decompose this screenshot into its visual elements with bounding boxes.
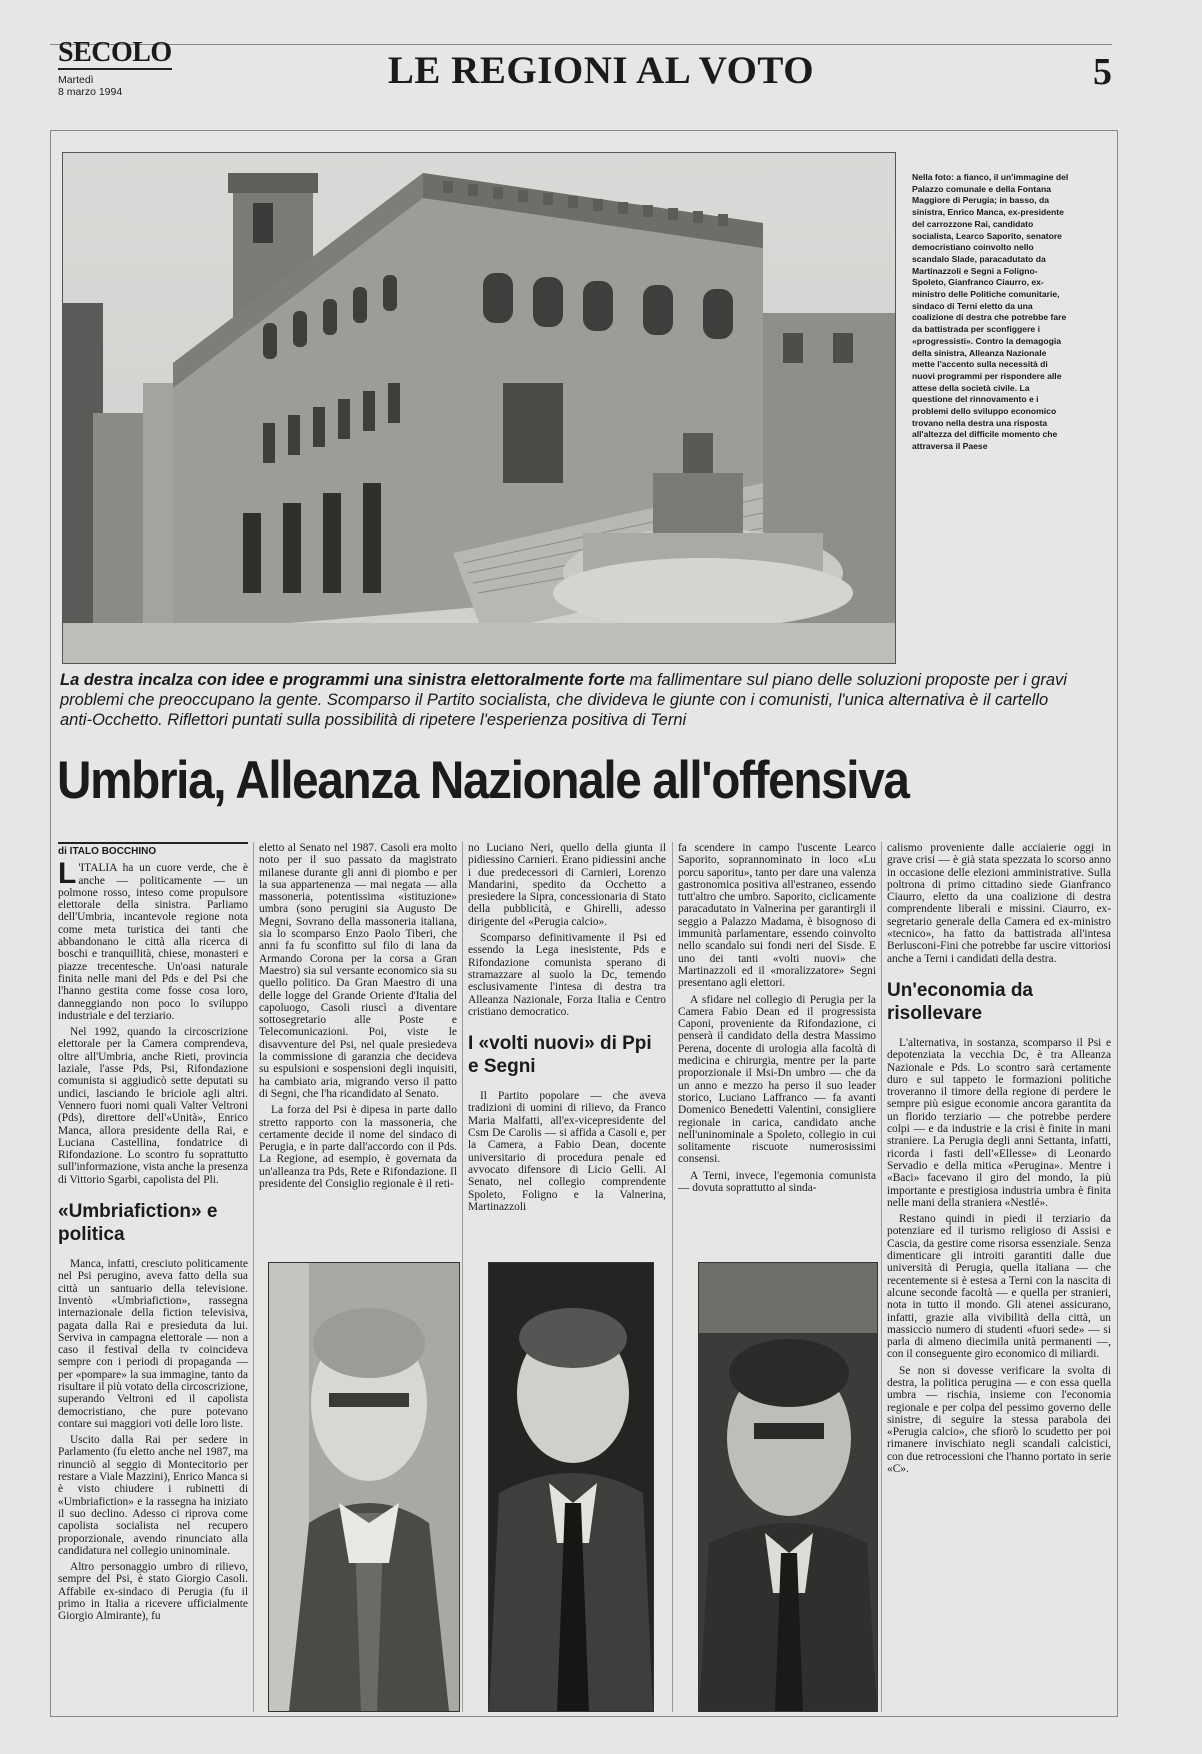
- portrait-illustration: [489, 1263, 653, 1711]
- article-summary: [60, 670, 1080, 730]
- article-paragraph: L 'ITALIA ha un cuore verde, che è anche — politicamente — un polmone rosso, inteso come propulsore elettorale della sinistra. Parliamo dell'Umbria, incantevole regione nota come meta turistica dei tanti che abbandonano le città alla ricerca di boschi e tranquillità, chiese, monasteri e piazze trecentesche. Un'oasi naturale finita nelle mani del Pds e del Psi che l'hanno gestita come fosse cosa loro, danneggiando non poco lo sviluppo industriale e del terziario.: [58, 857, 248, 1022]
- article-paragraph: Scomparso definitivamente il Psi ed essendo la Lega inesistente, Pds e Rifondazione comunista sperano di stramazzare al suolo la Dc, temendo esclusivamente l'intesa di destra tra Alleanza Nazionale, Forza Italia e Centro cristiano democratico.: [468, 932, 666, 1018]
- page-number: 5: [1093, 51, 1112, 93]
- newspaper-logo: SECOLO: [58, 37, 172, 68]
- column-divider: [881, 842, 882, 1712]
- masthead-rule: [50, 44, 1112, 45]
- column-divider: [462, 842, 463, 1712]
- article-column-5: [887, 842, 1111, 1710]
- palazzo-photo: [62, 152, 896, 664]
- summary-rest: ma fallimentare sul piano delle soluzioni proposte per i gravi problemi che preoccupano la gente. Scomparso il Partito socialista, che divideva le giunte con i comunisti, l'unica alternativa è il cartello anti-Occhetto. Riflettori puntati sulla possibilità di ripetere l'esperienza positiva di Terni: [60, 671, 1067, 729]
- drop-cap: L: [58, 857, 77, 891]
- subheading: Un'economia da risollevare: [887, 979, 1033, 1024]
- article-column-4: [678, 842, 876, 1250]
- section-title: LE REGIONI AL VOTO: [387, 49, 815, 92]
- article-paragraph: Altro personaggio umbro di rilievo, sempre del Psi, è stato Giorgio Casoli. Affabile ex-sindaco di Perugia (fu il primo in Italia a ricevere ufficialmente Giorgio Almirante), fu: [58, 1561, 248, 1623]
- column-divider: [672, 842, 673, 1712]
- photo-caption: Nella foto: a fianco, il un'immagine del Palazzo comunale e della Fontana Maggiore di Perugia; in basso, da sinistra, Enrico Manca, ex-presidente del carrozzone Rai, candidato socialista, Learco Saporito, senatore democristiano coinvolto nello scandalo Slade, paracadutato da Martinazzoli e Segni a Foligno-Spoleto, Gianfranco Ciaurro, ex-ministro delle Politiche comunitarie, sindaco di Terni eletto da una coalizione di destra che potrebbe fare da battistrada per sconfiggere i «progressisti». Contro la demagogia della sinistra, Alleanza Nazionale mette l'accento sulla necessità di nuovi programmi per rispondere alle attese della società civile. La questione del rinnovamento e i problemi dello sviluppo economico trovano nella destra una risposta all'altezza del difficile momento che attraversa il Paese: [912, 172, 1069, 452]
- article-column-2: [259, 842, 457, 1250]
- article-paragraph: fa scendere in campo l'uscente Learco Saporito, soprannominato in loco «Lu porcu saporitu», tanto per dare una valenza gastronomica positiva all'estraneo, essendo tutt'altro che umbro. Saporito, ciclicamente paracadutato in Valnerina per garantirgli il seggio a Palazzo Madama, è bisognoso di immunità parlamentare, essendo coinvolto nello scandalo sui fondi neri del Sisde. E uno dei tanti «volti nuovi» che Martinazzoli ed il «moralizzatore» Segni presentano agli elettori.: [678, 842, 876, 990]
- palazzo-illustration: [63, 153, 895, 663]
- article-paragraph: A Terni, invece, l'egemonia comunista — dovuta soprattutto al sinda-: [678, 1169, 876, 1195]
- portrait-illustration: [269, 1263, 459, 1711]
- issue-weekday: Martedì: [58, 74, 94, 86]
- subheading: «Umbriafiction» e politica: [58, 1201, 218, 1246]
- article-column-1: [58, 842, 248, 1710]
- article-paragraph: L'alternativa, in sostanza, scomparso il Psi e depotenziata la vecchia Dc, è tra Alleanza Nazionale e Pds. Lo scontro sarà certamente duro e sul tappeto le formazioni politiche troveranno il timore della regione di perdere le sempre più esigue economie ancora garantita da un florido terziario — che potrebbe perdere colpi — e da industrie e la crisi è finite in mani straniere. La Perugia degli anni Settanta, infatti, ricorda i fasti dell'«Ellesse» di Leonardo Servadio e della mitica «Perugina». Mentre i «Baci» facevano il giro del mondo, la più importante e prestigiosa industria umbra è finita nelle mani della straniera «Nestlé».: [887, 1036, 1111, 1209]
- article-paragraph: Uscito dalla Rai per sedere in Parlamento (fu eletto anche nel 1987, ma rinunciò al seggio di Montecitorio per restare a Viale Mazzini), Enrico Manca si è visto chiudere i rubinetti di «Umbriafiction» e la rassegna ha iniziato il suo declino. Adesso ci riprova come capolista socialista nel recupero proporzionale, avendo rinunciato alla candidatura nel collegio uninominale.: [58, 1434, 248, 1557]
- article-paragraph: Se non si dovesse verificare la svolta di destra, la politica perugina — e con essa quella umbra — rischia, insieme con l'economia regionale e per colpa del pessimo governo delle sinistre, di seguire la stessa parabola dei «Perugia calcio», che sfiorò lo scudetto per poi rimanere invischiato negli scandali calcistici, con due retrocessioni che l'hanno portato in serie «C».: [887, 1364, 1111, 1476]
- article-paragraph: La forza del Psi è dipesa in parte dallo stretto rapporto con la massoneria, che certamente decide il nome del sindaco di Perugia, e in parte dall'accordo con il Pds. La Regione, ad esempio, è governata da un'alleanza tra Pds, Rete e Rifondazione. Il presidente del Consiglio regionale è il reti-: [259, 1104, 457, 1191]
- article-paragraph: eletto al Senato nel 1987. Casoli era molto noto per il suo passato da magistrato milanese durante gli anni di piombo e per la sua appartenenza — mai negata — alla massoneria, potentissima «istituzione» umbra (sono perugini sia Augusto De Megni, Sovrano della massoneria italiana, sia lo scomparso Enzo Paolo Tiberi, che anni fa fu sconfitto sul filo di lana da Armando Corona per la corsa a Gran Maestro) sia sul versante economico sia su quello politico. Da Gran Maestro di una delle logge del Grande Oriente d'Italia del capoluogo, Casoli riuscì a diventare sottosegretario alle Poste e Telecomunicazioni. Poi, viste le disavventure del Psi, nel quale presiedeva la commissione di garanzia che decideva su espulsioni e sospensioni degli inquisiti, ha cambiato aria, migrando verso il patto di Segni, che l'ha ricandidato al Senato.: [259, 842, 457, 1100]
- article-paragraph: Il Partito popolare — che aveva tradizioni di uomini di rilievo, da Franco Maria Malfatti, all'ex-vicepresidente del Csm De Carolis — si affida a Casoli e, per la Camera, a Fabio Dean, docente universitario di procedura penale ed avvocato difensore di Licio Gelli. Al Senato, nel collegio comprendente Spoleto, Foligno e la Valnerina, Martinazzoli: [468, 1090, 666, 1213]
- byline: di ITALO BOCCHINO: [58, 842, 248, 858]
- article-paragraph: Restano quindi in piedi il terziario da potenziare ed il turismo religioso di Assisi e Cascia, da gestire come risorsa essenziale. Senza dimenticare gli introiti garantiti dalle due università di Perugia, quella italiana — che recentemente si è estesa a Terni con la nascita di alcune seconde facoltà — e quella per stranieri, nota in tutto il mondo. Gli atenei assicurano, infatti, grazie alla vivibilità della città, un massiccio numero di studenti «fuori sede» — si parla di almeno diecimila unità permanenti —, con il conseguente giro economico di miliardi.: [887, 1213, 1111, 1361]
- article-paragraph: A sfidare nel collegio di Perugia per la Camera Fabio Dean ed il progressista Caponi, proveniente da Rifondazione, ci penserà il candidato della destra Massimo Perena, docente di urologia alla facoltà di medicina e chirurgia, mentre per la parte proporzionale il Msi-Dn umbro — che da un anno e mezzo ha perso il suo leader storico, Luciano Laffranco — fa avanti Domenico Benedetti Valentini, consigliere regionale in carica, candidato anche nell'uninominale a Spoleto, collegio in cui solitamente riscuote numerosissimi consensi.: [678, 993, 876, 1166]
- subheading: I «volti nuovi» di Ppi e Segni: [468, 1033, 652, 1078]
- portrait-gianfranco-ciaurro: [698, 1262, 878, 1712]
- portrait-illustration: [699, 1263, 877, 1711]
- summary-bold: La destra incalza con idee e programmi una sinistra elettoralmente forte: [60, 671, 625, 689]
- portrait-enrico-manca: [268, 1262, 460, 1712]
- issue-date-text: 8 marzo 1994: [58, 86, 123, 98]
- headline: Umbria, Alleanza Nazionale all'offensiva: [57, 751, 909, 810]
- article-column-3: [468, 842, 666, 1244]
- article-paragraph: calismo proveniente dalle acciaierie oggi in grave crisi — è già stata spezzata lo scorso anno in occasione delle elezioni amministrative. Sulla poltrona di primo cittadino siede Gianfranco Ciaurro, eletto da una coalizione di destra comprendente liberali e missini. Ciaurro, ex-segretario generale della Camera ed ex-ministro «tecnico», ha fatto da battistrada all'intesa Berlusconi-Fini che potrebbe far uscire vittoriosi anche a Terni i candidati della destra.: [887, 842, 1111, 965]
- article-paragraph: no Luciano Neri, quello della giunta il pidiessino Carnieri. Erano pidiessini anche i due predecessori di Carnieri, Lorenzo Mandarini, spedito da Occhetto a presiedere la Sipra, concessionaria di Stato della pubblicità, e Ghirelli, adesso dirigente del «Perugia calcio».: [468, 842, 666, 928]
- portrait-learco-saporito: [488, 1262, 654, 1712]
- column-divider: [253, 842, 254, 1712]
- article-paragraph: Nel 1992, quando la circoscrizione elettorale per la Camera comprendeva, oltre all'Umbria, anche Rieti, provincia laziale, l'asse Pds, Psi, Rifondazione comunista si aggiudicò sette deputati su undici, lasciando le briciole agli altri. Vennero fuori nomi quali Valter Veltroni (Pds), direttore dell'«Unità», Enrico Manca, allora presidente della Rai, e Luciana Castellina, fondatrice di Rifondazione. Lo scontro fu soprattutto sull'informazione, vista anche la presenza di Vittorio Sgarbi, capolista del Pli.: [58, 1026, 248, 1186]
- article-paragraph: Manca, infatti, cresciuto politicamente nel Psi perugino, aveva fatto della sua città un santuario della televisione. Inventò «Umbriafiction», rassegna internazionale della fiction televisiva, pagata dalla Rai e presieduta da lui. Serviva in campagna elettorale — non a caso il festival della tv coincideva sempre con i periodi di propaganda — per «pompare» la sua immagine, tanto da risultare il più votato della circoscrizione, superando Veltroni ed il capolista democristiano, che pure potevano contare sui maggiori voti delle loro liste.: [58, 1258, 248, 1430]
